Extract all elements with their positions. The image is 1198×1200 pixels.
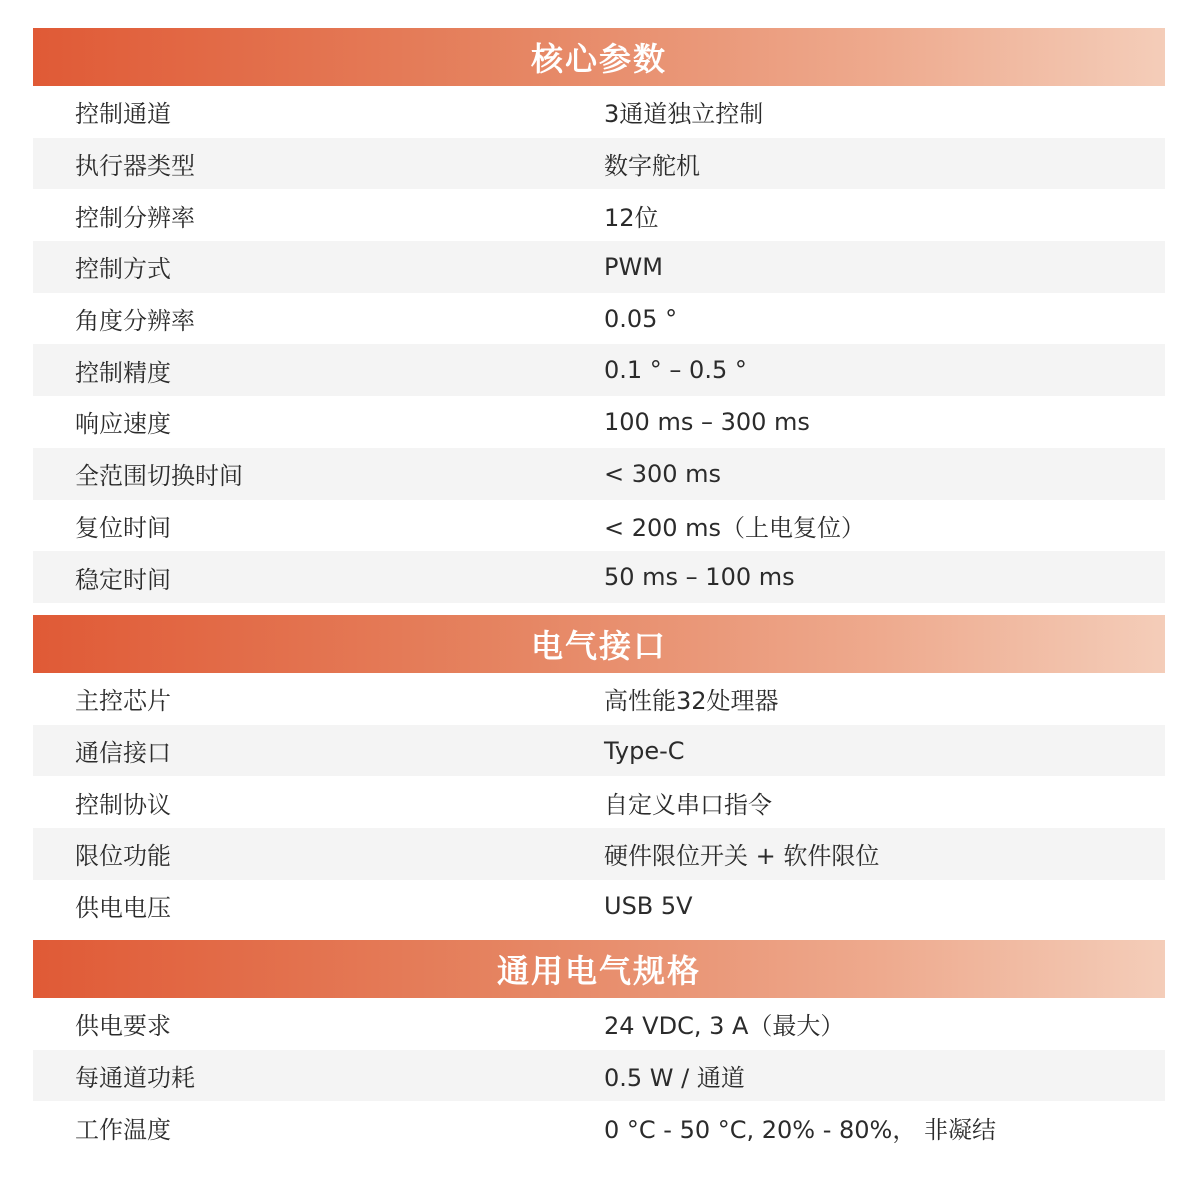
section-title: 通用电气规格 xyxy=(33,940,1165,998)
spec-label: 主控芯片 xyxy=(75,687,171,716)
spec-label: 控制通道 xyxy=(75,100,171,129)
section-electrical-interface xyxy=(33,615,1165,931)
spec-value: 0.5 W / 通道 xyxy=(604,1064,745,1093)
spec-label: 控制精度 xyxy=(75,358,171,387)
spec-row xyxy=(33,1050,1165,1102)
spec-label: 限位功能 xyxy=(75,842,171,871)
section-title: 电气接口 xyxy=(33,615,1165,673)
spec-value: 24 VDC, 3 A（最大） xyxy=(604,1012,845,1041)
spec-row xyxy=(33,138,1165,190)
section-core-parameters xyxy=(33,28,1165,603)
spec-value: 12位 xyxy=(604,203,659,232)
spec-label: 角度分辨率 xyxy=(75,307,195,336)
spec-label: 响应速度 xyxy=(75,410,171,439)
section-general-electrical-specs xyxy=(33,940,1165,1153)
spec-value: 0.05 ° xyxy=(604,304,678,333)
spec-label: 控制分辨率 xyxy=(75,203,195,232)
spec-value: USB 5V xyxy=(604,891,693,920)
spec-value: < 200 ms（上电复位） xyxy=(604,513,866,542)
spec-value: 自定义串口指令 xyxy=(604,790,772,819)
section-title: 核心参数 xyxy=(33,28,1165,86)
spec-label: 工作温度 xyxy=(75,1115,171,1144)
spec-value: 0 °C - 50 °C, 20% - 80%， 非凝结 xyxy=(604,1115,996,1144)
spec-label: 通信接口 xyxy=(75,739,171,768)
spec-value: 硬件限位开关 + 软件限位 xyxy=(604,842,880,871)
spec-row xyxy=(33,293,1165,345)
spec-value: PWM xyxy=(604,252,663,281)
spec-value: < 300 ms xyxy=(604,459,722,488)
spec-label: 执行器类型 xyxy=(75,152,195,181)
spec-value: 50 ms – 100 ms xyxy=(604,563,795,592)
spec-row xyxy=(33,344,1165,396)
spec-table xyxy=(33,998,1165,1153)
spec-label: 控制方式 xyxy=(75,255,171,284)
spec-value: 100 ms – 300 ms xyxy=(604,407,810,436)
spec-row xyxy=(33,673,1165,725)
spec-row xyxy=(33,776,1165,828)
spec-row xyxy=(33,1101,1165,1153)
spec-label: 稳定时间 xyxy=(75,565,171,594)
spec-value: 0.1 ° – 0.5 ° xyxy=(604,356,747,385)
spec-label: 每通道功耗 xyxy=(75,1064,195,1093)
spec-value: 数字舵机 xyxy=(604,152,700,181)
spec-row xyxy=(33,189,1165,241)
spec-label: 供电电压 xyxy=(75,894,171,923)
spec-row xyxy=(33,880,1165,932)
spec-table xyxy=(33,86,1165,603)
spec-row xyxy=(33,828,1165,880)
spec-row xyxy=(33,998,1165,1050)
spec-value: 3通道独立控制 xyxy=(604,100,764,129)
spec-label: 控制协议 xyxy=(75,790,171,819)
spec-row xyxy=(33,396,1165,448)
spec-row xyxy=(33,448,1165,500)
spec-row xyxy=(33,500,1165,552)
spec-row xyxy=(33,86,1165,138)
spec-table xyxy=(33,673,1165,931)
spec-label: 全范围切换时间 xyxy=(75,462,243,491)
spec-label: 复位时间 xyxy=(75,513,171,542)
spec-value: Type-C xyxy=(604,736,685,765)
spec-value: 高性能32处理器 xyxy=(604,687,779,716)
spec-row xyxy=(33,725,1165,777)
spec-row xyxy=(33,551,1165,603)
spec-row xyxy=(33,241,1165,293)
spec-label: 供电要求 xyxy=(75,1012,171,1041)
